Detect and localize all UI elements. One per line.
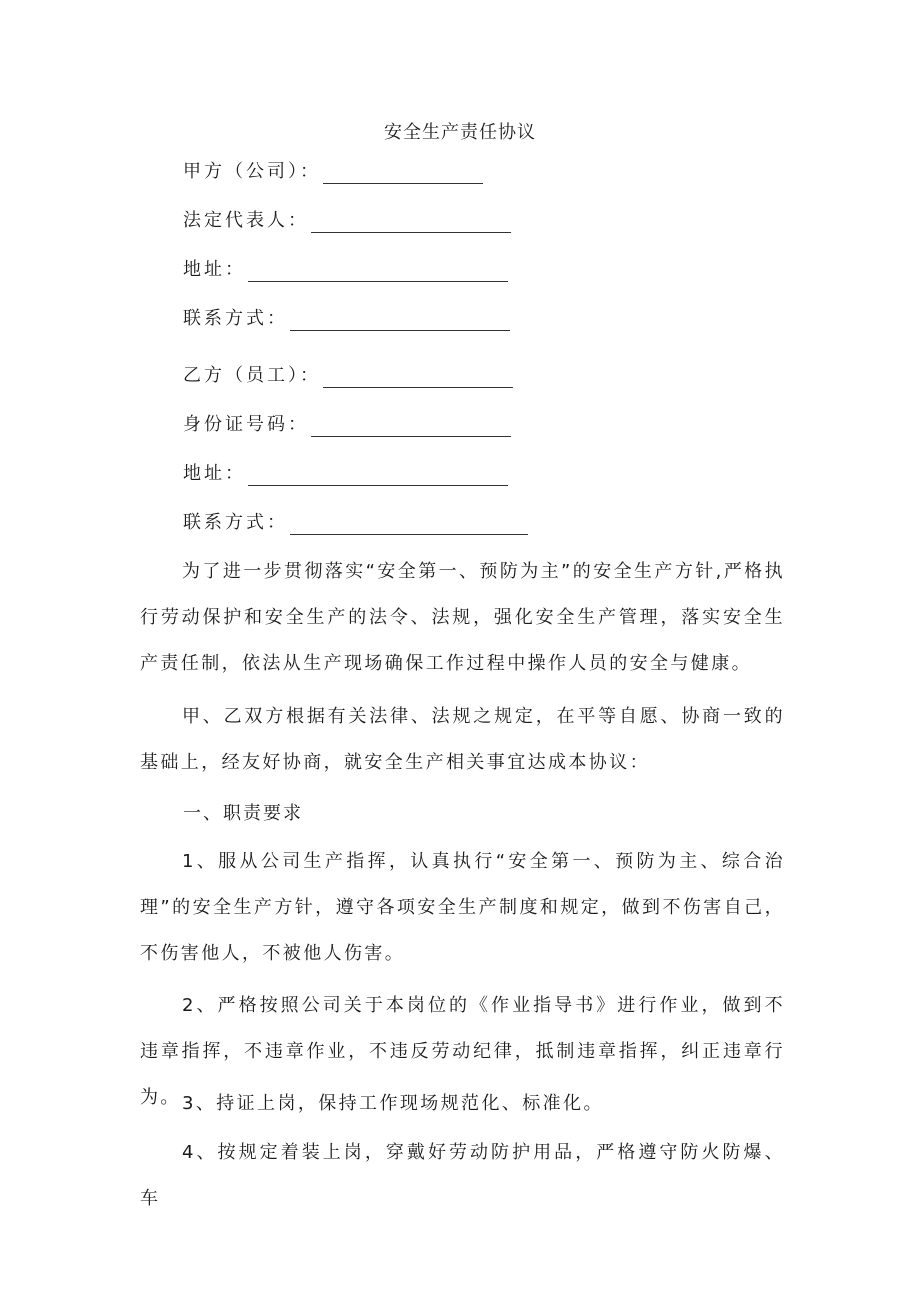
party-a-rep-field — [183, 209, 511, 233]
party-a-company-label: 甲方（公司）： — [183, 161, 321, 182]
party-a-contact-label: 联系方式： — [183, 308, 288, 329]
party-b-address-blank — [248, 465, 508, 486]
party-b-employee-field — [183, 364, 513, 388]
party-b-address-field — [183, 462, 508, 486]
party-a-address-label: 地址： — [183, 259, 246, 280]
party-b-id-label: 身份证号码： — [183, 414, 309, 435]
party-b-address-label: 地址： — [183, 463, 246, 484]
item-1: 1、服从公司生产指挥，认真执行“安全第一、预防为主、综合治理”的安全生产方针，遵守各项安全生产制度和规定，做到不伤害自己，不伤害他人，不被他人伤害。 — [140, 851, 785, 964]
party-b-employee-label: 乙方（员工）： — [183, 365, 321, 386]
party-b-contact-label: 联系方式： — [183, 512, 288, 533]
intro-paragraph: 为了进一步贯彻落实“安全第一、预防为主”的安全生产方针,严格执行劳动保护和安全生产的法令、法规，强化安全生产管理，落实安全生产责任制，依法从生产现场确保工作过程中操作人员的安全与健康。 — [140, 561, 785, 674]
party-b-contact-blank — [290, 514, 528, 535]
item-4: 4、按规定着装上岗，穿戴好劳动防护用品，严格遵守防火防爆、车 — [140, 1142, 785, 1209]
item-3: 3、持证上岗，保持工作现场规范化、标准化。 — [182, 1093, 604, 1114]
party-b-contact-field — [183, 511, 528, 535]
party-b-id-field — [183, 413, 511, 437]
party-a-rep-label: 法定代表人： — [183, 210, 309, 231]
document-title: 安全生产责任协议 — [384, 122, 536, 143]
party-a-contact-blank — [290, 310, 510, 331]
party-a-company-blank — [323, 163, 483, 184]
item-2: 2、严格按照公司关于本岗位的《作业指导书》进行作业，做到不违章指挥，不违章作业，不违反劳动纪律，抵制违章指挥，纠正违章行为。 — [140, 995, 785, 1108]
party-a-company-field — [183, 160, 483, 184]
section-heading: 一、职责要求 — [183, 803, 303, 824]
party-b-employee-blank — [323, 367, 513, 388]
party-a-rep-blank — [311, 212, 511, 233]
agreement-paragraph: 甲、乙双方根据有关法律、法规之规定，在平等自愿、协商一致的基础上，经友好协商，就安全生产相关事宜达成本协议： — [140, 706, 785, 773]
party-a-contact-field — [183, 307, 510, 331]
party-b-id-blank — [311, 416, 511, 437]
party-a-address-blank — [248, 261, 508, 282]
party-a-address-field — [183, 258, 508, 282]
